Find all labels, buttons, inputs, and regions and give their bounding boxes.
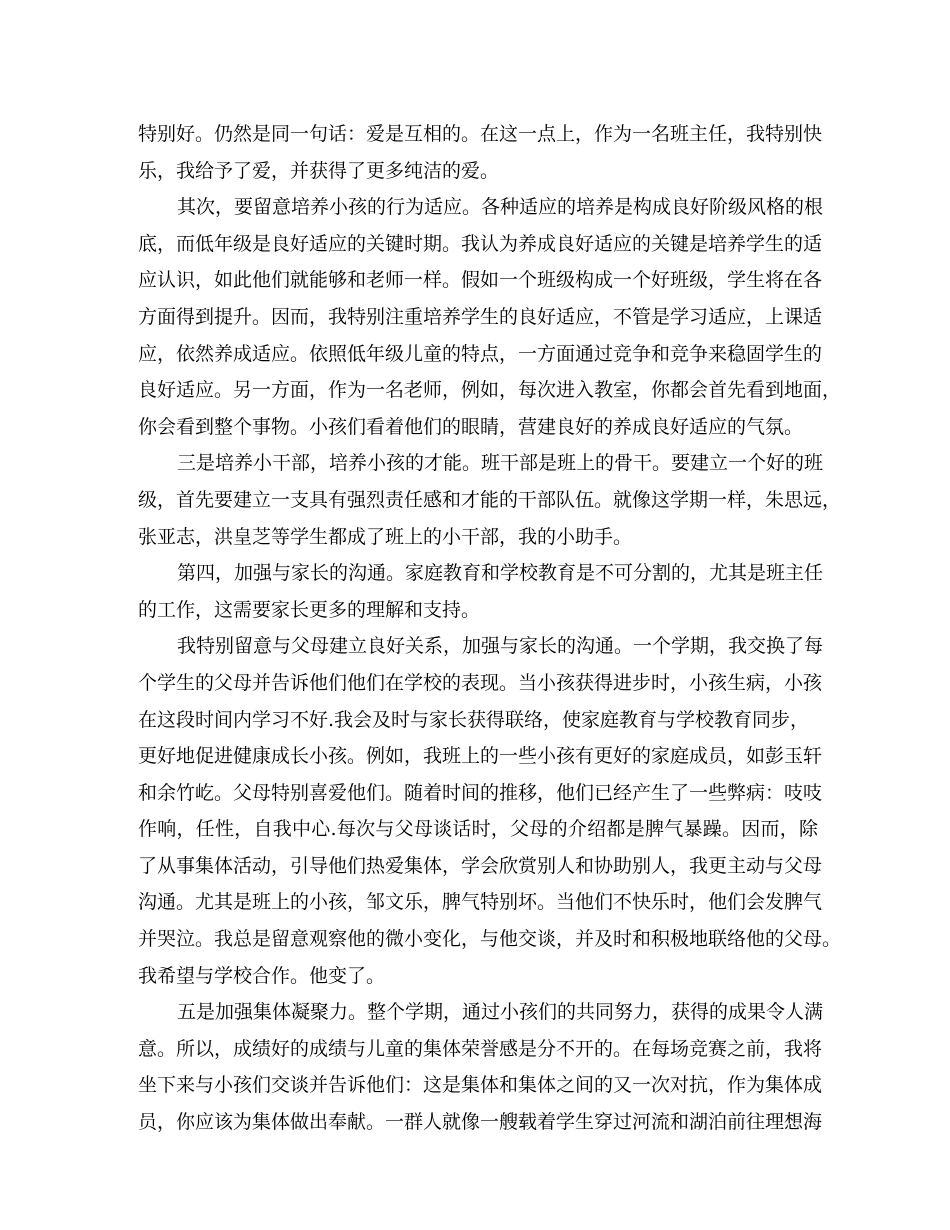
text-line: 特别好。仍然是同一句话：爱是互相的。在这一点上，作为一名班主任，我特别快 (138, 123, 823, 145)
text-line: 更好地促进健康成长小孩。例如，我班上的一些小孩有更好的家庭成员，如彭玉轩 (138, 745, 823, 768)
text-line: 乐，我给予了爱，并获得了更多纯洁的爱。 (138, 159, 500, 182)
text-line: 良好适应。另一方面，作为一名老师，例如，每次进入教室，你都会首先看到地面， (138, 379, 842, 402)
text-line: 你会看到整个事物。小孩们看着他们的眼睛，营建良好的养成良好适应的气氛。 (138, 415, 804, 438)
paragraph-first-line: 五是加强集体凝聚力。整个学期，通过小孩们的共同努力，获得的成果令人满 (177, 1001, 824, 1024)
text-line: 和余竹屹。父母特别喜爱他们。随着时间的推移，他们已经产生了一些弊病：吱吱 (138, 781, 823, 804)
text-line: 应，依然养成适应。依照低年级儿童的特点，一方面通过竞争和竞争来稳固学生的 (138, 342, 823, 365)
text-line: 方面得到提升。因而，我特别注重培养学生的良好适应，不管是学习适应，上课适 (138, 305, 823, 328)
text-line: 在这段时间内学习不好.我会及时与家长获得联络，使家庭教育与学校教育同步， (138, 708, 810, 731)
text-line: 我希望与学校合作。他变了。 (138, 964, 386, 987)
paragraph-first-line: 第四，加强与家长的沟通。家庭教育和学校教育是不可分割的，尤其是班主任 (177, 562, 824, 585)
text-line: 了从事集体活动，引导他们热爱集体，学会欣赏别人和协助别人，我更主动与父母 (138, 854, 823, 877)
paragraph-first-line: 三是培养小干部，培养小孩的才能。班干部是班上的骨干。要建立一个好的班 (177, 452, 824, 475)
text-line: 级，首先要建立一支具有强烈责任感和才能的干部队伍。就像这学期一样，朱思远， (138, 488, 842, 511)
paragraph-first-line: 我特别留意与父母建立良好关系，加强与家长的沟通。一个学期，我交换了每 (177, 635, 824, 658)
paragraph-first-line: 其次，要留意培养小孩的行为适应。各种适应的培养是构成良好阶级风格的根 (177, 196, 824, 219)
text-line: 并哭泣。我总是留意观察他的微小变化，与他交谈，并及时和积极地联络他的父母。 (138, 928, 842, 951)
text-line: 意。所以，成绩好的成绩与儿童的集体荣誉感是分不开的。在每场竞赛之前，我将 (138, 1037, 823, 1060)
text-line: 个学生的父母并告诉他们他们在学校的表现。当小孩获得进步时，小孩生病，小孩 (138, 671, 823, 694)
text-line: 员，你应该为集体做出奉献。一群人就像一艘载着学生穿过河流和湖泊前往理想海 (138, 1111, 823, 1134)
text-line: 沟通。尤其是班上的小孩，邹文乐，脾气特别坏。当他们不快乐时，他们会发脾气 (138, 891, 823, 914)
text-line: 作响，任性，自我中心.每次与父母谈话时，父母的介绍都是脾气暴躁。因而，除 (138, 818, 818, 841)
text-line: 的工作，这需要家长更多的理解和支持。 (138, 598, 481, 621)
text-line: 坐下来与小孩们交谈并告诉他们：这是集体和集体之间的又一次对抗，作为集体成 (138, 1074, 823, 1097)
text-line: 张亚志，洪皇芝等学生都成了班上的小干部，我的小助手。 (138, 525, 633, 548)
body-text (138, 116, 842, 1141)
text-line: 应认识，如此他们就能够和老师一样。假如一个班级构成一个好班级，学生将在各 (138, 269, 823, 292)
text-line: 底，而低年级是良好适应的关键时期。我认为养成良好适应的关键是培养学生的适 (138, 232, 823, 255)
